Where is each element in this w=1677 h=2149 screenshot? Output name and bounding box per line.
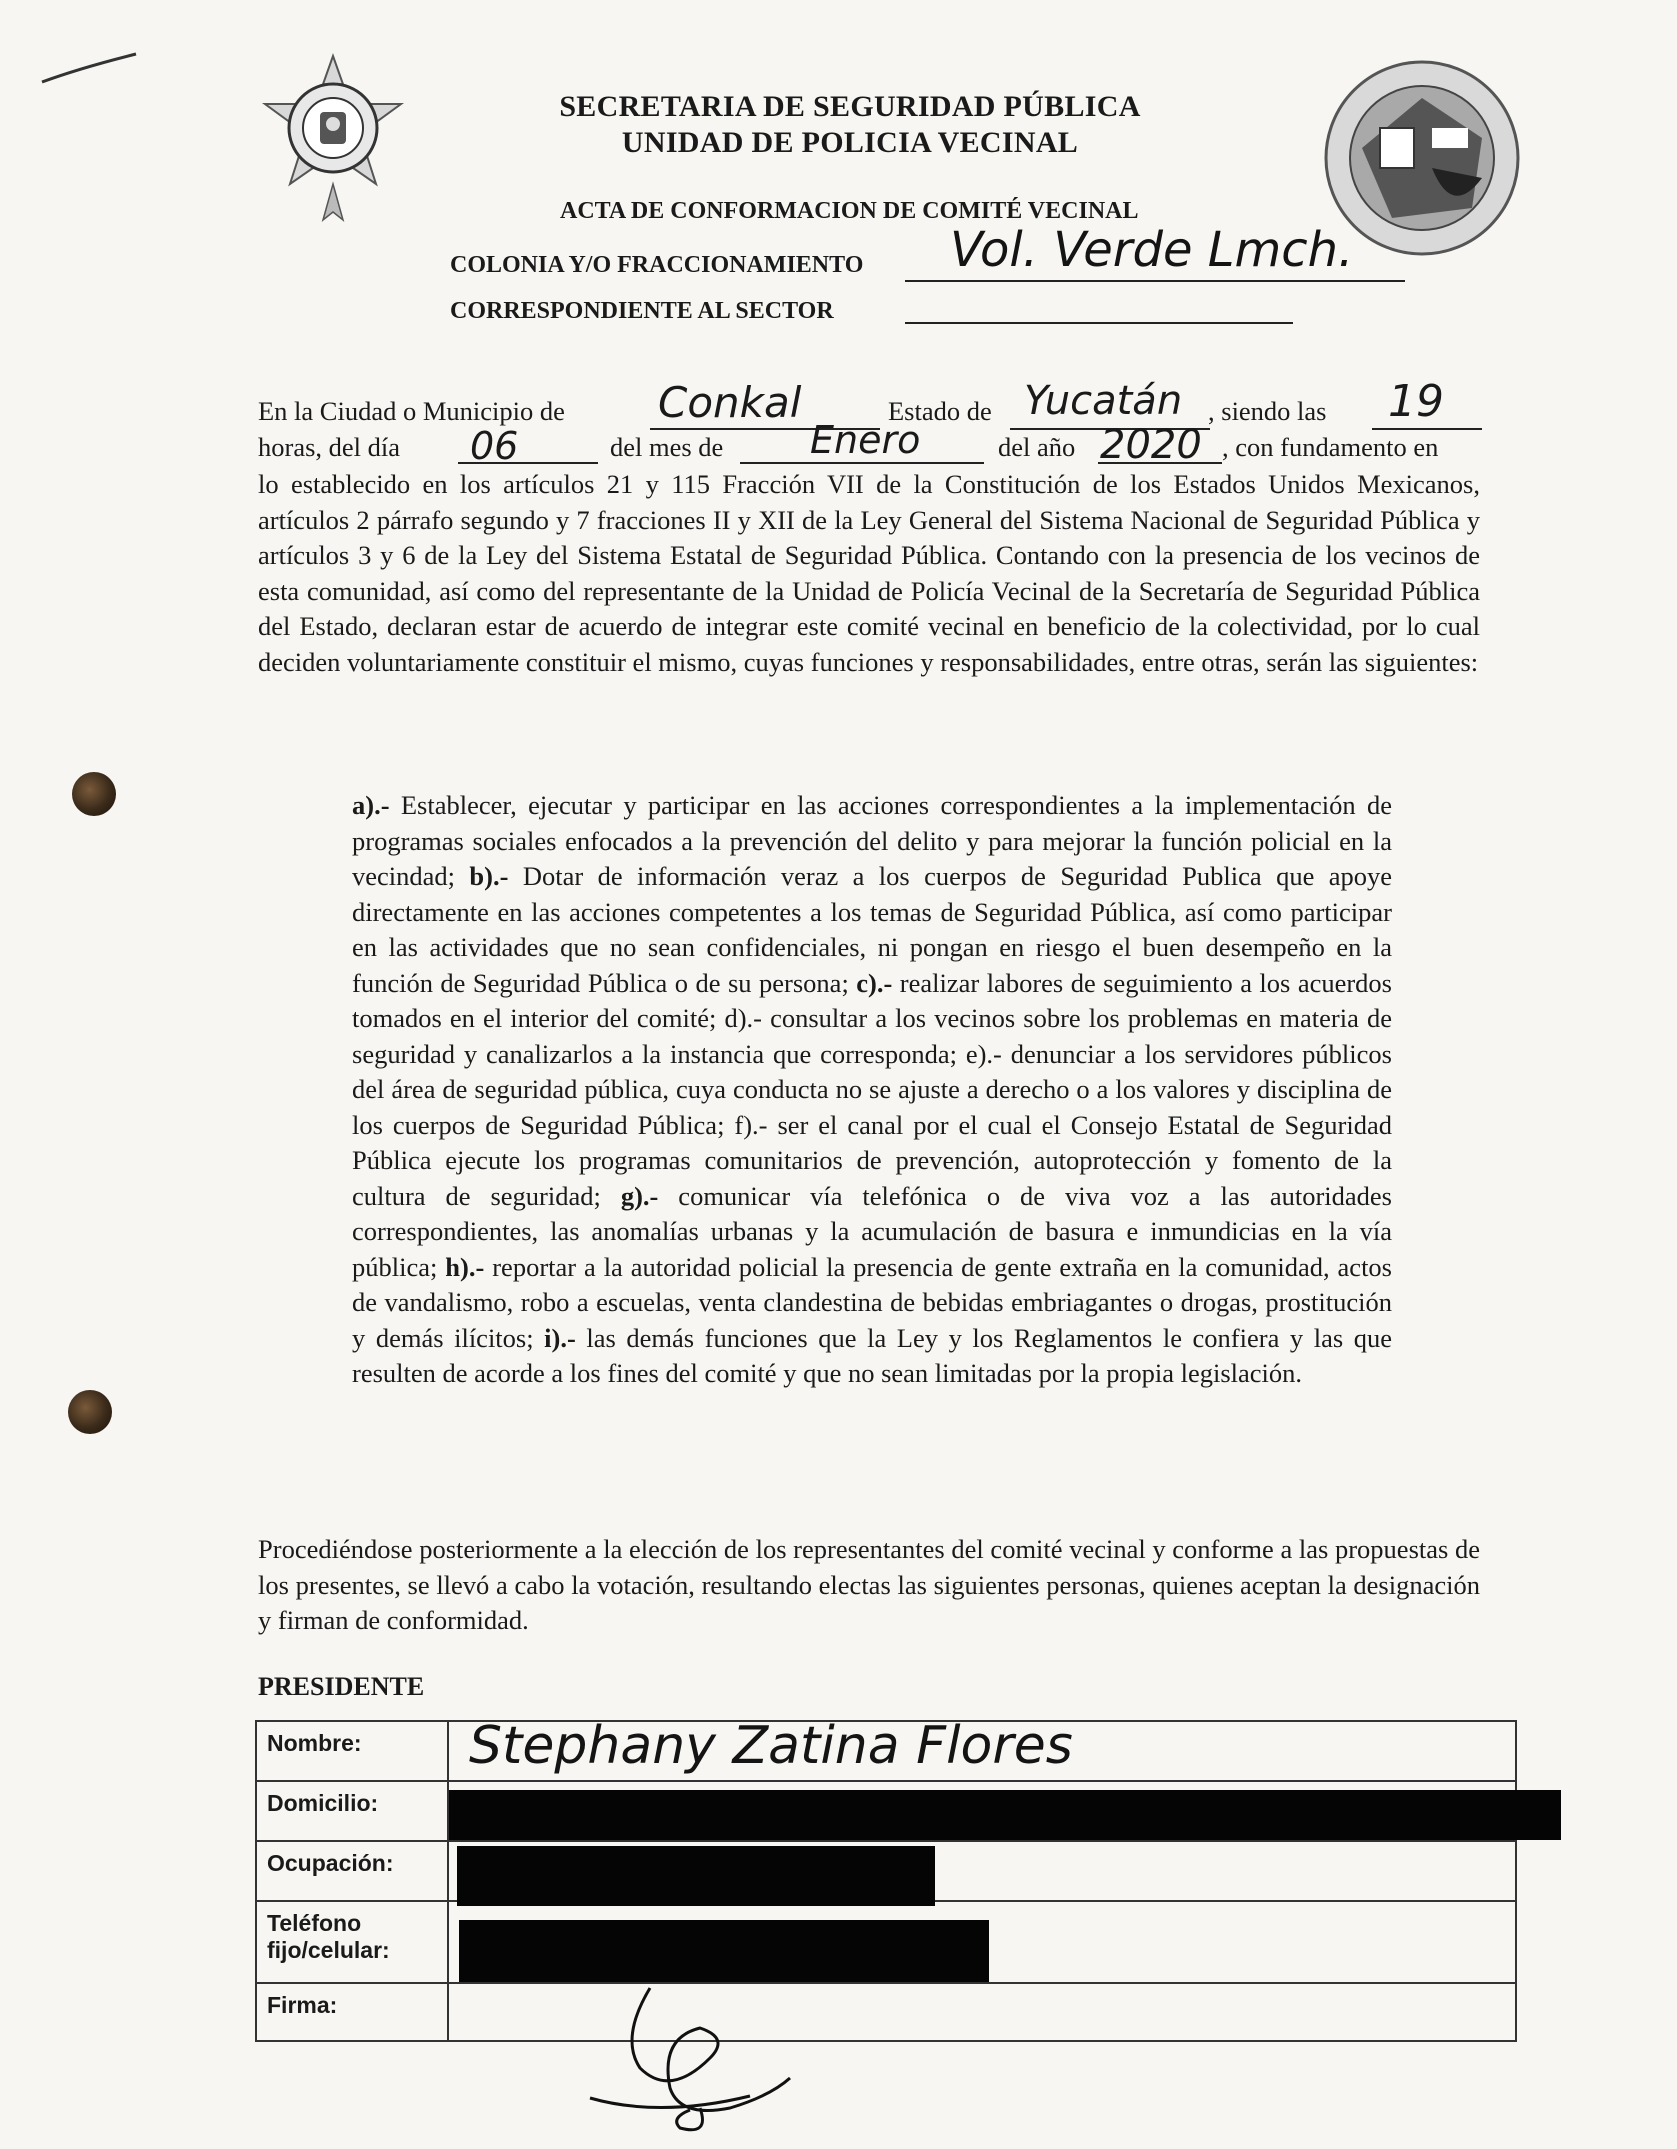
- president-table: [255, 1716, 1517, 2042]
- function-c: c).- realizar labores de seguimiento a los acuerdos tomados en el interior del comité;: [352, 967, 1392, 1033]
- mes-value: Enero: [810, 418, 921, 462]
- domicilio-field: [448, 1781, 1516, 1841]
- punch-hole-icon: [72, 772, 116, 816]
- function-e: e).- denunciar a los servidores públicos del área de seguridad pública, cuya conducta no se ajuste a derecho o a los valores y disciplina de los cuerpos de Seguridad Pública;: [352, 1038, 1392, 1140]
- closing-paragraph: Procediéndose posteriormente a la elección de los representantes del comité vecinal y conforme a las propuestas de los presentes, se llevó a cabo la votación, resultando electas las siguientes personas, quienes aceptan la designación y firman de conformidad.: [258, 1534, 1480, 1635]
- intro-text: horas, del día: [258, 432, 401, 462]
- firma-label: Firma:: [256, 1983, 448, 2041]
- function-i: i).- las demás funciones que la Ley y los Reglamentos le confiera y las que resulten de acorde a los fines del comité y que no sean limitadas por la propia legislación.: [352, 1322, 1392, 1388]
- mes-underline: [740, 462, 984, 464]
- hora-value: 19: [1388, 376, 1444, 427]
- intro-text: En la Ciudad o Municipio de: [258, 396, 565, 426]
- document-title: SECRETARIA DE SEGURIDAD PÚBLICA: [559, 90, 1141, 123]
- police-star-badge-icon: [258, 52, 408, 232]
- anio-value: 2020: [1100, 422, 1202, 468]
- function-a: a).- Establecer, ejecutar y participar en las acciones correspondientes a la implementación de programas sociales enfocados a la prevención del delito y para mejorar la función policial en la vecindad;: [352, 790, 1392, 891]
- redaction-bar: [457, 1846, 935, 1906]
- intro-text: , siendo las: [1208, 396, 1327, 426]
- telefono-field: [448, 1901, 1516, 1983]
- intro-text: Estado de: [888, 396, 992, 426]
- acta-title: ACTA DE CONFORMACION DE COMITÉ VECINAL: [560, 198, 1139, 224]
- function-d: d).- consultar a los vecinos sobre los problemas en materia de seguridad y canalizarlos a la instancia que corresponda;: [352, 1003, 1392, 1069]
- municipio-value: Conkal: [658, 378, 802, 427]
- redaction-bar: [449, 1790, 1561, 1840]
- colonia-label: COLONIA Y/O FRACCIONAMIENTO: [450, 252, 864, 278]
- nombre-value: Stephany Zatina Flores: [469, 1716, 1073, 1776]
- functions-list: [352, 788, 1392, 1392]
- function-f: f).- ser el canal por el cual el Consejo Estatal de Seguridad Pública ejecute los programas comunitarios de prevención, autoprotección y fomento de la cultura de seguridad;: [352, 1109, 1392, 1211]
- punch-hole-icon: [68, 1390, 112, 1434]
- handwritten-signature-icon: [580, 1978, 800, 2138]
- ocupacion-label: Ocupación:: [256, 1841, 448, 1901]
- domicilio-label: Domicilio:: [256, 1781, 448, 1841]
- telefono-label-line2: fijo/celular:: [267, 1937, 390, 1963]
- colonia-underline: [905, 280, 1405, 282]
- sector-underline: [905, 322, 1293, 324]
- dia-value: 06: [470, 424, 519, 468]
- function-g: g).- comunicar vía telefónica o de viva voz a las autoridades correspondientes, las anomalías urbanas y la acumulación de basura e inmundicias en la vía pública;: [352, 1180, 1392, 1282]
- redaction-bar: [459, 1920, 989, 1982]
- intro-paragraph: lo establecido en los artículos 21 y 115 Fracción VII de la Constitución de los Estados Unidos Mexicanos, artículos 2 párrafo segundo y 7 fracciones II y XII de la Ley General del Sistema Nacional de Seguridad Pública y artículos 3 y 6 de la Ley del Sistema Estatal de Seguridad Pública. Contando con la presencia de los vecinos de esta comunidad, así como del representante de la Unidad de Policía Vecinal de la Secretaría de Seguridad Pública del Estado, declaran estar de acuerdo de integrar este comité vecinal en beneficio de la colectividad, por lo cual deciden voluntariamente constituir el mismo, cuyas funciones y responsabilidades, entre otras, serán las siguientes:: [258, 469, 1480, 677]
- nombre-label: Nombre:: [256, 1721, 448, 1781]
- function-h: h).- reportar a la autoridad policial la presencia de gente extraña en la comunidad, actos de vandalismo, robo a escuelas, venta clandestina de bebidas embriagantes o drogas, prostitución y demás ilícitos;: [352, 1251, 1392, 1353]
- document-subtitle: UNIDAD DE POLICIA VECINAL: [621, 126, 1079, 159]
- dia-underline: [458, 462, 598, 464]
- anio-underline: [1098, 462, 1222, 464]
- intro-text: del año: [998, 432, 1076, 462]
- telefono-label-line1: Teléfono: [267, 1910, 362, 1936]
- colonia-value: Vol. Verde Lmch.: [950, 222, 1354, 278]
- estado-value: Yucatán: [1024, 378, 1183, 424]
- intro-text: , con fundamento en: [1222, 432, 1439, 462]
- pen-mark-icon: [40, 50, 140, 90]
- intro-text: del mes de: [610, 432, 724, 462]
- hora-underline: [1372, 428, 1482, 430]
- nombre-field: [448, 1716, 1516, 1781]
- ocupacion-field: [448, 1841, 1516, 1901]
- sector-label: CORRESPONDIENTE AL SECTOR: [450, 298, 834, 324]
- function-b: b).- Dotar de información veraz a los cuerpos de Seguridad Publica que apoye directamente en las acciones competentes a los temas de Seguridad Pública, así como participar en las actividades que no sean confidenciales, ni pongan en riesgo el buen desempeño en la función de Seguridad Pública o de su persona;: [352, 861, 1393, 998]
- president-section-title: PRESIDENTE: [258, 1672, 425, 1701]
- telefono-label: [256, 1901, 448, 1983]
